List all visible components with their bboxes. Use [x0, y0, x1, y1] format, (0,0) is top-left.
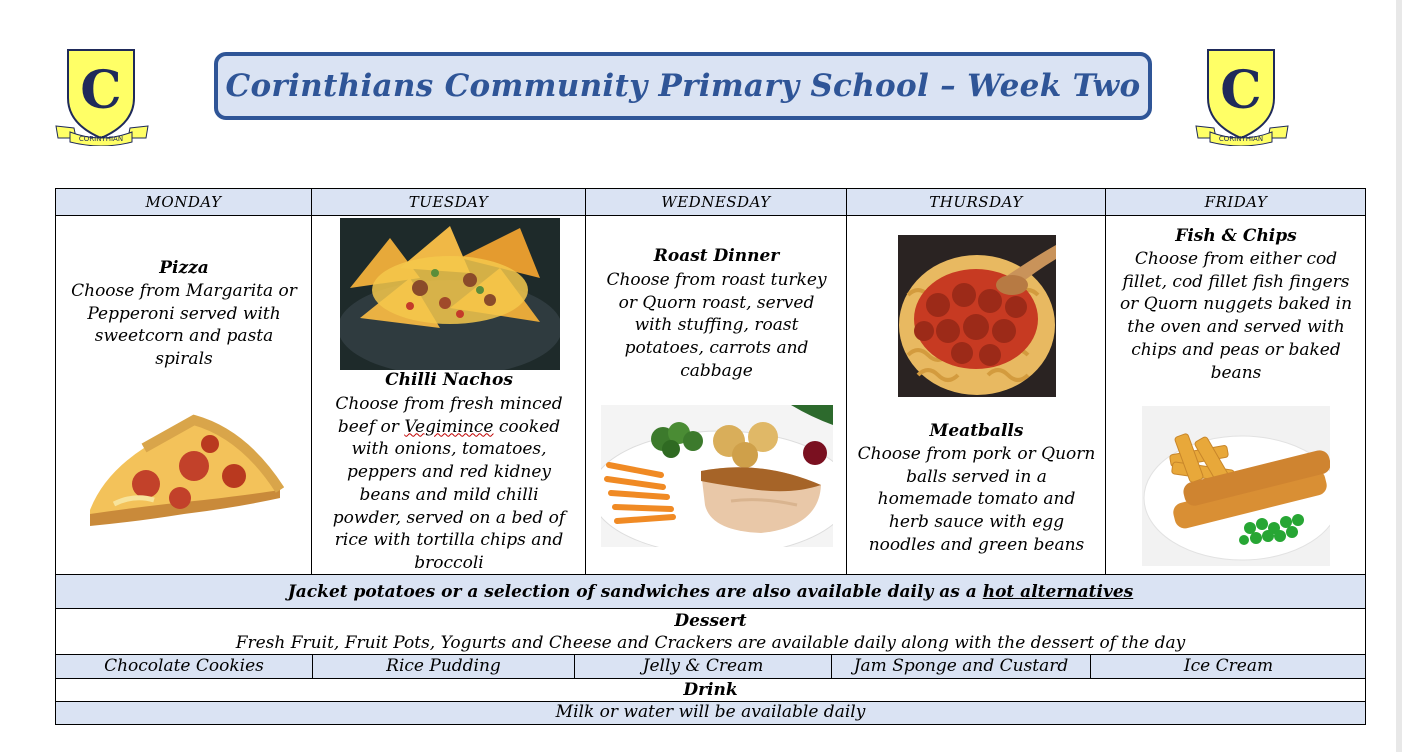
school-crest-logo	[1194, 46, 1290, 146]
dessert-heading: Dessert	[674, 611, 747, 631]
drink-heading: Drink	[683, 680, 738, 700]
hot-alternatives-link[interactable]: hot alternatives	[982, 582, 1134, 602]
meal-cell-friday	[1106, 216, 1366, 574]
dish-description: Choose from Margarita or Pepperoni served with sweetcorn and pasta spirals	[71, 281, 297, 370]
meals-row	[56, 216, 1365, 575]
drink-heading-row	[56, 679, 1365, 702]
dish-name: Fish & Chips	[1175, 226, 1297, 246]
dish-description: Choose from either cod fillet, cod fillet fish fingers or Quorn nuggets baked in the oven and served with chips and peas or baked beans	[1119, 249, 1353, 383]
day-header-monday: MONDAY	[56, 189, 312, 215]
meal-cell-monday	[56, 216, 312, 574]
dessert-option-tuesday: Rice Pudding	[313, 655, 575, 678]
roast-dinner-photo	[601, 405, 833, 547]
dessert-option-thursday: Jam Sponge and Custard	[832, 655, 1091, 678]
day-header-row	[56, 189, 1365, 216]
meal-cell-thursday	[847, 216, 1106, 574]
svg-text:CORINTHIAN: CORINTHIAN	[1218, 135, 1264, 143]
title-banner	[214, 52, 1152, 120]
drink-note: Milk or water will be available daily	[555, 702, 866, 722]
meal-cell-tuesday	[312, 216, 586, 574]
menu-table	[55, 188, 1366, 725]
dish-description: Choose from pork or Quorn balls served in a homemade tomato and herb sauce with egg noodles and green beans	[857, 444, 1096, 555]
scrollbar[interactable]	[1396, 0, 1402, 752]
drink-note-row	[56, 702, 1365, 724]
svg-text:C: C	[1220, 60, 1262, 121]
day-header-friday: FRIDAY	[1204, 193, 1268, 211]
dessert-option-monday: Chocolate Cookies	[56, 655, 313, 678]
dessert-info-row	[56, 609, 1365, 655]
svg-text:CORINTHIAN: CORINTHIAN	[78, 135, 124, 143]
meatballs-pasta-photo	[898, 235, 1056, 397]
dish-name: Chilli Nachos	[385, 370, 513, 390]
dish-name: Pizza	[159, 258, 209, 278]
alternatives-note: Jacket potatoes or a selection of sandwiches are also available daily as a hot alternatives	[287, 582, 1134, 602]
dessert-option-wednesday: Jelly & Cream	[575, 655, 832, 678]
dish-description: Choose from roast turkey or Quorn roast, served with stuffing, roast potatoes, carrots and cabbage	[606, 270, 827, 381]
day-header-wednesday: WEDNESDAY	[586, 189, 847, 215]
page-title: Corinthians Community Primary School – Week Two	[225, 68, 1141, 104]
day-header-tuesday: TUESDAY	[312, 189, 586, 215]
fish-fingers-chips-photo	[1142, 406, 1330, 566]
day-header-thursday: THURSDAY	[847, 189, 1106, 215]
school-crest-logo	[54, 46, 150, 146]
dish-name: Meatballs	[929, 421, 1024, 441]
alternatives-row	[56, 575, 1365, 609]
dish-description: Choose from fresh minced beef or Vegimince cooked with onions, tomatoes, peppers and red kidney beans and mild chilli powder, served on a bed of rice with tortilla chips and broccoli	[332, 394, 566, 573]
pizza-slice-photo	[84, 414, 284, 534]
dessert-option-friday: Ice Cream	[1183, 656, 1274, 676]
nachos-photo	[340, 218, 560, 370]
dish-name: Roast Dinner	[653, 246, 780, 266]
meal-cell-wednesday	[586, 216, 847, 574]
svg-text:C: C	[80, 60, 122, 121]
dessert-note: Fresh Fruit, Fruit Pots, Yogurts and Cheese and Crackers are available daily along with the dessert of the day	[235, 633, 1186, 653]
dessert-options-row	[56, 655, 1365, 679]
